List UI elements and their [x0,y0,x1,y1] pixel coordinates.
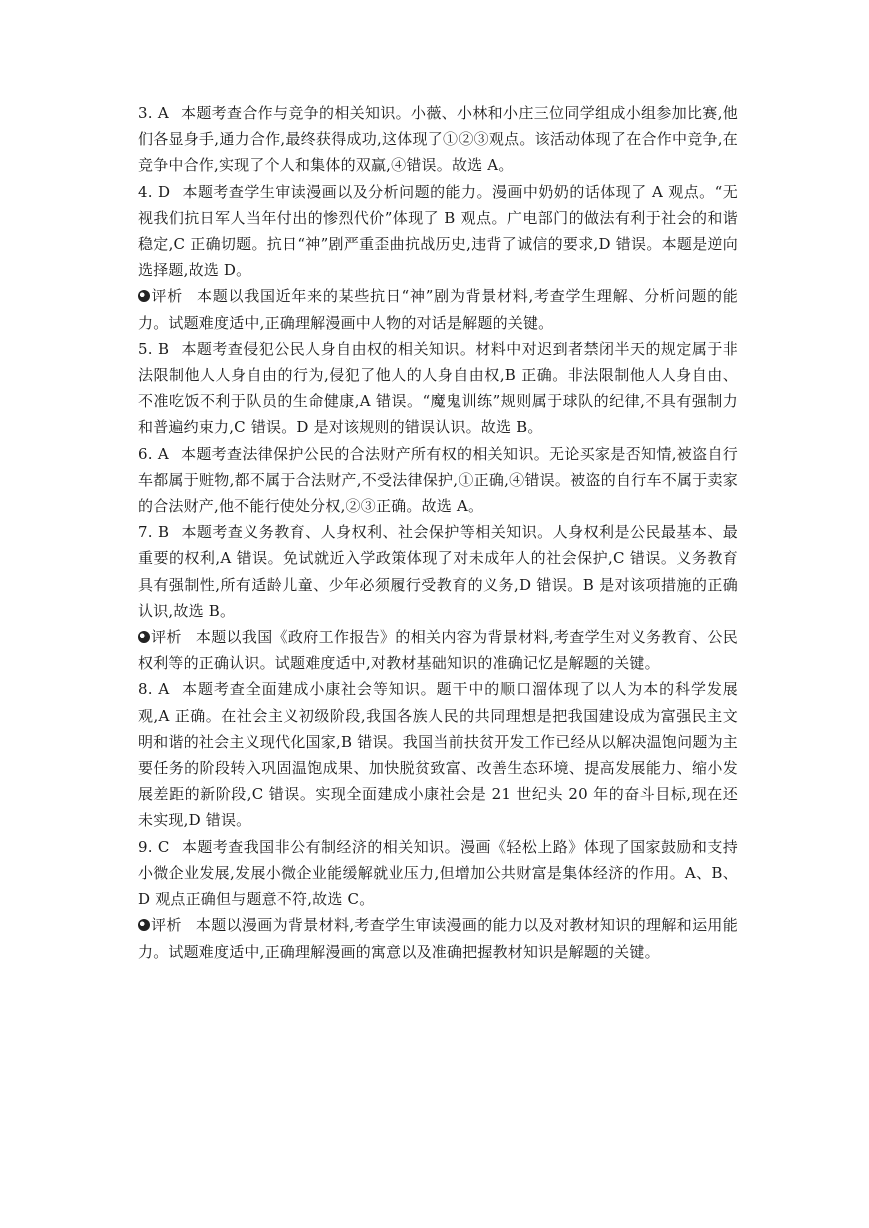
answer-7 [138,519,738,624]
comment-1 [138,283,738,335]
comment-3 [138,912,738,964]
answer-number: 6. A [138,444,169,463]
comment-label: 评析 [151,916,182,935]
comment-text: 本题以漫画为背景材料,考查学生审读漫画的能力以及对教材知识的理解和运用能力。试题难度适中,正确理解漫画的寓意以及准确把握教材知识是解题的关键。 [138,916,738,961]
answer-4 [138,179,738,284]
answer-text: 本题考查合作与竞争的相关知识。小薇、小林和小庄三位同学组成小组参加比赛,他们各显身手,通力合作,最终获得成功,这体现了①②③观点。该活动体现了在合作中竞争,在竞争中合作,实现了个人和集体的双赢,④错误。故选 A。 [138,104,739,175]
comment-mark-icon [138,631,150,643]
comment-text: 本题以我国《政府工作报告》的相关内容为背景材料,考查学生对义务教育、公民权利等的正确认识。试题难度适中,对教材基础知识的准确记忆是解题的关键。 [138,628,738,673]
answer-9 [138,834,738,913]
answer-text: 本题考查我国非公有制经济的相关知识。漫画《轻松上路》体现了国家鼓励和支持小微企业发展,发展小微企业能缓解就业压力,但增加公共财富是集体经济的作用。A、B、D 观点正确但与题意不符,故选 C。 [138,837,738,909]
answer-5 [138,336,738,441]
answer-number: 9. C [138,837,170,856]
answer-number: 4. D [138,182,171,201]
answer-3 [138,100,738,179]
answer-number: 3. A [138,104,169,122]
answer-text: 本题考查法律保护公民的合法财产所有权的相关知识。无论买家是否知情,被盗自行车都属于赃物,都不属于合法财产,不受法律保护,①正确,④错误。被盗的自行车不属于卖家的合法财产,他不能行使处分权,②③正确。故选 A。 [138,444,739,516]
answer-6 [138,441,738,520]
comment-text: 本题以我国近年来的某些抗日“神”剧为背景材料,考查学生理解、分析问题的能力。试题难度适中,正确理解漫画中人物的对话是解题的关键。 [138,287,739,332]
answer-text: 本题考查全面建成小康社会等知识。题干中的顺口溜体现了以人为本的科学发展观,A 正确。在社会主义初级阶段,我国各族人民的共同理想是把我国建设成为富强民主文明和谐的社会主义现代化国家,B 错误。我国当前扶贫开发工作已经从以解决温饱问题为主要任务的阶段转入巩固温饱成果、加快脱贫致富、改善生态环境、提高发展能力、缩小发展差距的新阶段,C 错误。实现全面建成小康社会是 21 世纪头 20 年的奋斗目标,现在还未实现,D 错误。 [138,680,738,830]
comment-label: 评析 [151,628,182,647]
answer-text: 本题考查学生审读漫画以及分析问题的能力。漫画中奶奶的话体现了 A 观点。“无视我们抗日军人当年付出的惨烈代价”体现了 B 观点。广电部门的做法有利于社会的和谐稳定,C 正确切题。抗日“神”剧严重歪曲抗战历史,违背了诚信的要求,D 错误。本题是逆向选择题,故选 D。 [138,182,739,280]
answer-text: 本题考查义务教育、人身权利、社会保护等相关知识。人身权利是公民最基本、最重要的权利,A 错误。免试就近入学政策体现了对未成年人的社会保护,C 错误。义务教育具有强制性,所有适龄儿童、少年必须履行受教育的义务,D 错误。B 是对该项措施的正确认识,故选 B。 [138,523,738,620]
comment-mark-icon [138,290,150,302]
answer-page [138,100,738,965]
answer-number: 8. A [138,680,170,699]
comment-mark-icon [138,919,150,931]
answer-text: 本题考查侵犯公民人身自由权的相关知识。材料中对迟到者禁闭半天的规定属于非法限制他人人身自由的行为,侵犯了他人的人身自由权,B 正确。非法限制他人人身自由、不准吃饭不利于队员的生命健康,A 错误。“魔鬼训练”规则属于球队的纪律,不具有强制力和普遍约束力,C 错误。D 是对该规则的错误认识。故选 B。 [138,339,738,437]
answer-number: 5. B [138,339,170,358]
comment-label: 评析 [151,287,184,306]
answer-8 [138,676,738,833]
comment-2 [138,624,738,676]
answer-number: 7. B [138,523,170,542]
